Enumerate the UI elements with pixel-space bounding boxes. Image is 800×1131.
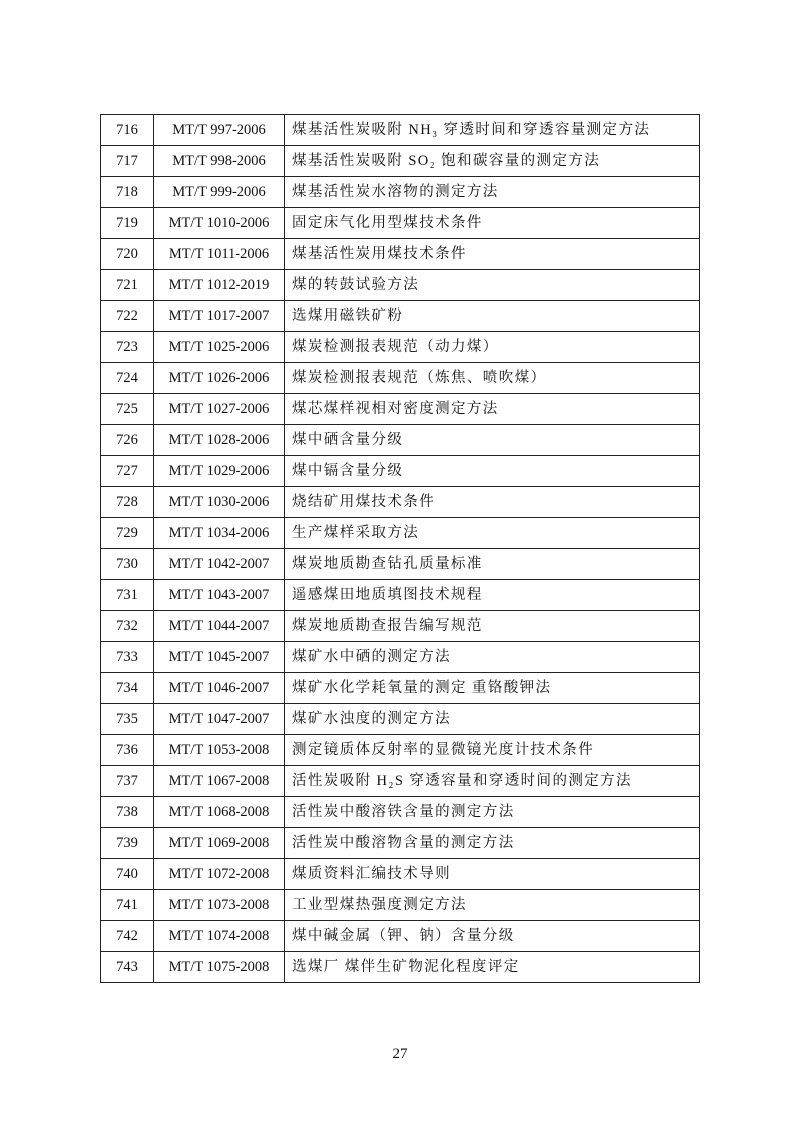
- standard-title: 烧结矿用煤技术条件: [285, 487, 700, 518]
- row-number: 719: [101, 208, 154, 239]
- standard-title: 煤基活性炭水溶物的测定方法: [285, 177, 700, 208]
- standard-title: 煤基活性炭吸附 SO₂ 饱和碳容量的测定方法: [285, 146, 700, 177]
- table-row: [101, 549, 700, 580]
- standard-code: MT/T 1045-2007: [154, 642, 285, 673]
- standard-title: 煤中硒含量分级: [285, 425, 700, 456]
- standard-code: MT/T 1043-2007: [154, 580, 285, 611]
- standard-code: MT/T 998-2006: [154, 146, 285, 177]
- table-row: [101, 239, 700, 270]
- standard-code: MT/T 1011-2006: [154, 239, 285, 270]
- row-number: 737: [101, 766, 154, 797]
- row-number: 723: [101, 332, 154, 363]
- standard-title: 煤矿水浊度的测定方法: [285, 704, 700, 735]
- row-number: 742: [101, 921, 154, 952]
- row-number: 731: [101, 580, 154, 611]
- row-number: 743: [101, 952, 154, 983]
- standard-code: MT/T 1047-2007: [154, 704, 285, 735]
- row-number: 739: [101, 828, 154, 859]
- standard-code: MT/T 1027-2006: [154, 394, 285, 425]
- standard-code: MT/T 1068-2008: [154, 797, 285, 828]
- table-row: [101, 828, 700, 859]
- standard-title: 煤矿水中硒的测定方法: [285, 642, 700, 673]
- standard-code: MT/T 1034-2006: [154, 518, 285, 549]
- row-number: 734: [101, 673, 154, 704]
- table-row: [101, 301, 700, 332]
- row-number: 716: [101, 115, 154, 146]
- row-number: 724: [101, 363, 154, 394]
- standard-title: 煤炭检测报表规范（炼焦、喷吹煤）: [285, 363, 700, 394]
- standard-title: 活性炭中酸溶物含量的测定方法: [285, 828, 700, 859]
- standard-code: MT/T 997-2006: [154, 115, 285, 146]
- page-number: 27: [392, 1046, 408, 1062]
- standards-table-body: [101, 115, 700, 983]
- standard-code: MT/T 1012-2019: [154, 270, 285, 301]
- table-row: [101, 208, 700, 239]
- table-row: [101, 704, 700, 735]
- row-number: 730: [101, 549, 154, 580]
- row-number: 727: [101, 456, 154, 487]
- row-number: 717: [101, 146, 154, 177]
- table-row: [101, 394, 700, 425]
- standard-title: 煤中镉含量分级: [285, 456, 700, 487]
- standard-title: 固定床气化用型煤技术条件: [285, 208, 700, 239]
- table-row: [101, 766, 700, 797]
- standard-title: 活性炭吸附 H₂S 穿透容量和穿透时间的测定方法: [285, 766, 700, 797]
- row-number: 735: [101, 704, 154, 735]
- table-row: [101, 456, 700, 487]
- standard-code: MT/T 1067-2008: [154, 766, 285, 797]
- table-row: [101, 921, 700, 952]
- standard-code: MT/T 1073-2008: [154, 890, 285, 921]
- row-number: 740: [101, 859, 154, 890]
- standard-title: 工业型煤热强度测定方法: [285, 890, 700, 921]
- standard-title: 煤炭地质勘查报告编写规范: [285, 611, 700, 642]
- standard-code: MT/T 1026-2006: [154, 363, 285, 394]
- row-number: 725: [101, 394, 154, 425]
- row-number: 721: [101, 270, 154, 301]
- standard-title: 煤基活性炭吸附 NH₃ 穿透时间和穿透容量测定方法: [285, 115, 700, 146]
- standard-title: 遥感煤田地质填图技术规程: [285, 580, 700, 611]
- standard-title: 煤基活性炭用煤技术条件: [285, 239, 700, 270]
- standard-code: MT/T 1029-2006: [154, 456, 285, 487]
- standard-title: 生产煤样采取方法: [285, 518, 700, 549]
- table-row: [101, 735, 700, 766]
- row-number: 741: [101, 890, 154, 921]
- row-number: 718: [101, 177, 154, 208]
- standard-title: 煤炭地质勘查钻孔质量标准: [285, 549, 700, 580]
- table-row: [101, 270, 700, 301]
- standard-code: MT/T 1074-2008: [154, 921, 285, 952]
- table-row: [101, 332, 700, 363]
- standard-title: 煤中碱金属（钾、钠）含量分级: [285, 921, 700, 952]
- standard-code: MT/T 1030-2006: [154, 487, 285, 518]
- standard-code: MT/T 1072-2008: [154, 859, 285, 890]
- table-row: [101, 518, 700, 549]
- standard-title: 煤质资料汇编技术导则: [285, 859, 700, 890]
- standard-title: 煤矿水化学耗氧量的测定 重铬酸钾法: [285, 673, 700, 704]
- standard-code: MT/T 1044-2007: [154, 611, 285, 642]
- row-number: 736: [101, 735, 154, 766]
- standard-code: MT/T 999-2006: [154, 177, 285, 208]
- row-number: 722: [101, 301, 154, 332]
- standard-code: MT/T 1042-2007: [154, 549, 285, 580]
- standard-code: MT/T 1017-2007: [154, 301, 285, 332]
- table-row: [101, 890, 700, 921]
- standard-title: 煤炭检测报表规范（动力煤）: [285, 332, 700, 363]
- standard-title: 煤的转鼓试验方法: [285, 270, 700, 301]
- standard-code: MT/T 1075-2008: [154, 952, 285, 983]
- row-number: 732: [101, 611, 154, 642]
- standard-code: MT/T 1046-2007: [154, 673, 285, 704]
- table-row: [101, 487, 700, 518]
- standard-code: MT/T 1010-2006: [154, 208, 285, 239]
- standard-code: MT/T 1069-2008: [154, 828, 285, 859]
- table-row: [101, 642, 700, 673]
- table-row: [101, 673, 700, 704]
- standard-title: 测定镜质体反射率的显微镜光度计技术条件: [285, 735, 700, 766]
- row-number: 726: [101, 425, 154, 456]
- table-row: [101, 580, 700, 611]
- standard-code: MT/T 1028-2006: [154, 425, 285, 456]
- standard-title: 煤芯煤样视相对密度测定方法: [285, 394, 700, 425]
- standard-title: 选煤厂 煤伴生矿物泥化程度评定: [285, 952, 700, 983]
- table-row: [101, 611, 700, 642]
- standard-code: MT/T 1053-2008: [154, 735, 285, 766]
- table-row: [101, 177, 700, 208]
- standard-title: 活性炭中酸溶铁含量的测定方法: [285, 797, 700, 828]
- table-row: [101, 146, 700, 177]
- table-row: [101, 859, 700, 890]
- row-number: 720: [101, 239, 154, 270]
- standard-code: MT/T 1025-2006: [154, 332, 285, 363]
- table-row: [101, 115, 700, 146]
- standards-table: [100, 114, 700, 983]
- table-row: [101, 952, 700, 983]
- row-number: 729: [101, 518, 154, 549]
- row-number: 728: [101, 487, 154, 518]
- standard-title: 选煤用磁铁矿粉: [285, 301, 700, 332]
- table-row: [101, 797, 700, 828]
- table-row: [101, 363, 700, 394]
- table-row: [101, 425, 700, 456]
- row-number: 738: [101, 797, 154, 828]
- row-number: 733: [101, 642, 154, 673]
